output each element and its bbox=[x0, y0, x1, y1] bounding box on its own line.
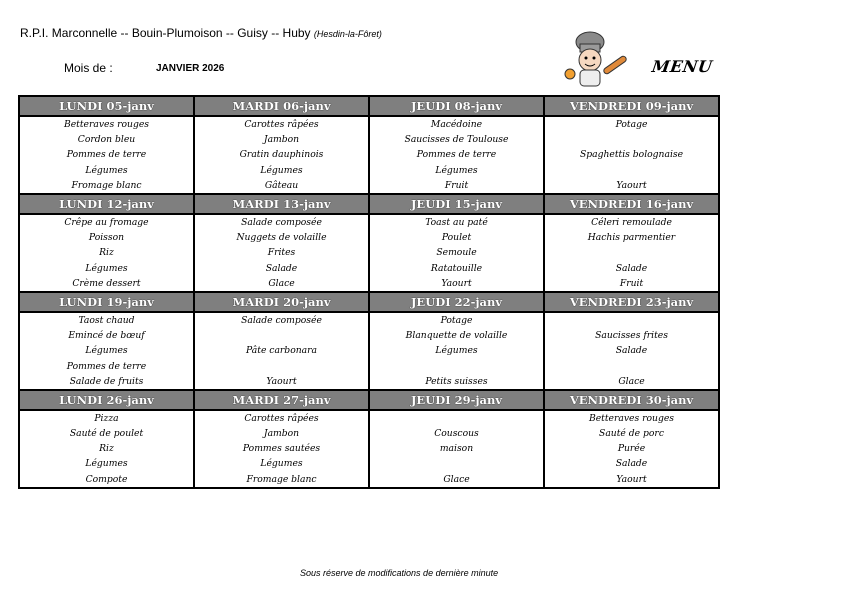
menu-item bbox=[544, 312, 719, 328]
day-header-row bbox=[19, 96, 719, 116]
menu-item: Crêpe au fromage bbox=[19, 214, 194, 230]
menu-item: Potage bbox=[544, 116, 719, 132]
menu-item: Taost chaud bbox=[19, 312, 194, 328]
menu-row bbox=[19, 343, 719, 358]
menu-item: Sauté de poulet bbox=[19, 426, 194, 441]
menu-item: Compote bbox=[19, 472, 194, 488]
day-header: VENDREDI 09-janv bbox=[544, 96, 719, 116]
month-label: Mois de : bbox=[64, 61, 113, 75]
header-title: R.P.I. Marconnelle -- Bouin-Plumoison -- Guisy -- Huby bbox=[20, 26, 311, 40]
day-header: VENDREDI 30-janv bbox=[544, 390, 719, 410]
menu-item: Salade bbox=[544, 261, 719, 276]
menu-item: Pâte carbonara bbox=[194, 343, 369, 358]
menu-item: Salade bbox=[544, 343, 719, 358]
menu-row bbox=[19, 245, 719, 260]
menu-item bbox=[544, 163, 719, 178]
menu-item: Légumes bbox=[194, 456, 369, 471]
day-header: JEUDI 08-janv bbox=[369, 96, 544, 116]
menu-item: Jambon bbox=[194, 132, 369, 147]
menu-item: Petits suisses bbox=[369, 374, 544, 390]
menu-item: Glace bbox=[194, 276, 369, 292]
menu-item: Poisson bbox=[19, 230, 194, 245]
day-header: VENDREDI 16-janv bbox=[544, 194, 719, 214]
menu-item: Betteraves rouges bbox=[19, 116, 194, 132]
menu-item: Pommes de terre bbox=[19, 147, 194, 162]
menu-row bbox=[19, 410, 719, 426]
day-header: VENDREDI 23-janv bbox=[544, 292, 719, 312]
day-header: JEUDI 15-janv bbox=[369, 194, 544, 214]
day-header: MARDI 06-janv bbox=[194, 96, 369, 116]
day-header: LUNDI 12-janv bbox=[19, 194, 194, 214]
menu-row bbox=[19, 472, 719, 488]
day-header: JEUDI 22-janv bbox=[369, 292, 544, 312]
menu-item: Yaourt bbox=[544, 472, 719, 488]
menu-item: Riz bbox=[19, 441, 194, 456]
menu-item bbox=[194, 328, 369, 343]
menu-item: Glace bbox=[544, 374, 719, 390]
menu-item: Fromage blanc bbox=[194, 472, 369, 488]
menu-item bbox=[544, 358, 719, 373]
menu-row bbox=[19, 374, 719, 390]
day-header: LUNDI 05-janv bbox=[19, 96, 194, 116]
menu-item: Hachis parmentier bbox=[544, 230, 719, 245]
menu-item: Glace bbox=[369, 472, 544, 488]
menu-row bbox=[19, 261, 719, 276]
month-value: JANVIER 2026 bbox=[156, 63, 225, 74]
menu-item: Légumes bbox=[19, 456, 194, 471]
menu-row bbox=[19, 178, 719, 194]
menu-item: Pommes de terre bbox=[19, 358, 194, 373]
menu-item bbox=[369, 410, 544, 426]
menu-item: Fromage blanc bbox=[19, 178, 194, 194]
menu-item: Céleri remoulade bbox=[544, 214, 719, 230]
menu-item: Potage bbox=[369, 312, 544, 328]
menu-item: Pizza bbox=[19, 410, 194, 426]
day-header: MARDI 13-janv bbox=[194, 194, 369, 214]
menu-item: Crème dessert bbox=[19, 276, 194, 292]
menu-item: Fruit bbox=[544, 276, 719, 292]
menu-row bbox=[19, 358, 719, 373]
menu-row bbox=[19, 230, 719, 245]
day-header-row bbox=[19, 292, 719, 312]
menu-item: Purée bbox=[544, 441, 719, 456]
menu-item: Légumes bbox=[194, 163, 369, 178]
menu-row bbox=[19, 116, 719, 132]
menu-item: Sauté de porc bbox=[544, 426, 719, 441]
menu-item: Semoule bbox=[369, 245, 544, 260]
menu-item: Emincé de bœuf bbox=[19, 328, 194, 343]
menu-item: Riz bbox=[19, 245, 194, 260]
day-header-row bbox=[19, 390, 719, 410]
menu-item: Salade de fruits bbox=[19, 374, 194, 390]
menu-item: Saucisses de Toulouse bbox=[369, 132, 544, 147]
menu-row bbox=[19, 426, 719, 441]
menu-item: Fruit bbox=[369, 178, 544, 194]
day-header: LUNDI 19-janv bbox=[19, 292, 194, 312]
menu-title: MENU bbox=[650, 57, 714, 76]
menu-item: Salade composée bbox=[194, 312, 369, 328]
menu-item: Légumes bbox=[369, 343, 544, 358]
menu-item: Toast au paté bbox=[369, 214, 544, 230]
menu-item bbox=[369, 456, 544, 471]
menu-item: Saucisses frites bbox=[544, 328, 719, 343]
chef-icon bbox=[560, 30, 632, 88]
menu-item: Yaourt bbox=[194, 374, 369, 390]
menu-row bbox=[19, 328, 719, 343]
menu-item: Carottes râpées bbox=[194, 410, 369, 426]
menu-item: Gâteau bbox=[194, 178, 369, 194]
menu-item: Salade bbox=[544, 456, 719, 471]
menu-item: maison bbox=[369, 441, 544, 456]
menu-item bbox=[369, 358, 544, 373]
menu-item: Légumes bbox=[369, 163, 544, 178]
menu-item: Carottes râpées bbox=[194, 116, 369, 132]
menu-row bbox=[19, 163, 719, 178]
menu-item: Légumes bbox=[19, 163, 194, 178]
menu-item: Jambon bbox=[194, 426, 369, 441]
menu-item: Légumes bbox=[19, 261, 194, 276]
day-header: MARDI 20-janv bbox=[194, 292, 369, 312]
menu-item: Salade bbox=[194, 261, 369, 276]
menu-item: Pommes de terre bbox=[369, 147, 544, 162]
day-header: MARDI 27-janv bbox=[194, 390, 369, 410]
menu-item: Cordon bleu bbox=[19, 132, 194, 147]
menu-table bbox=[18, 95, 720, 489]
menu-item: Poulet bbox=[369, 230, 544, 245]
menu-row bbox=[19, 312, 719, 328]
menu-item: Gratin dauphinois bbox=[194, 147, 369, 162]
menu-item: Yaourt bbox=[544, 178, 719, 194]
menu-item: Pommes sautées bbox=[194, 441, 369, 456]
menu-item: Macédoine bbox=[369, 116, 544, 132]
menu-item: Frites bbox=[194, 245, 369, 260]
menu-item: Salade composée bbox=[194, 214, 369, 230]
menu-row bbox=[19, 276, 719, 292]
menu-item: Couscous bbox=[369, 426, 544, 441]
menu-item bbox=[194, 358, 369, 373]
menu-item bbox=[544, 245, 719, 260]
day-header: LUNDI 26-janv bbox=[19, 390, 194, 410]
header-title-line bbox=[20, 26, 382, 40]
menu-row bbox=[19, 456, 719, 471]
menu-item: Nuggets de volaille bbox=[194, 230, 369, 245]
menu-item: Spaghettis bolognaise bbox=[544, 147, 719, 162]
day-header-row bbox=[19, 194, 719, 214]
menu-row bbox=[19, 441, 719, 456]
menu-row bbox=[19, 147, 719, 162]
menu-item: Légumes bbox=[19, 343, 194, 358]
menu-row bbox=[19, 132, 719, 147]
menu-item: Blanquette de volaille bbox=[369, 328, 544, 343]
menu-row bbox=[19, 214, 719, 230]
menu-item: Yaourt bbox=[369, 276, 544, 292]
menu-item: Ratatouille bbox=[369, 261, 544, 276]
header-subtitle: (Hesdin-la-Fôret) bbox=[313, 29, 382, 39]
menu-item: Betteraves rouges bbox=[544, 410, 719, 426]
menu-item bbox=[544, 132, 719, 147]
footer-note: Sous réserve de modifications de dernière minute bbox=[300, 568, 499, 578]
day-header: JEUDI 29-janv bbox=[369, 390, 544, 410]
